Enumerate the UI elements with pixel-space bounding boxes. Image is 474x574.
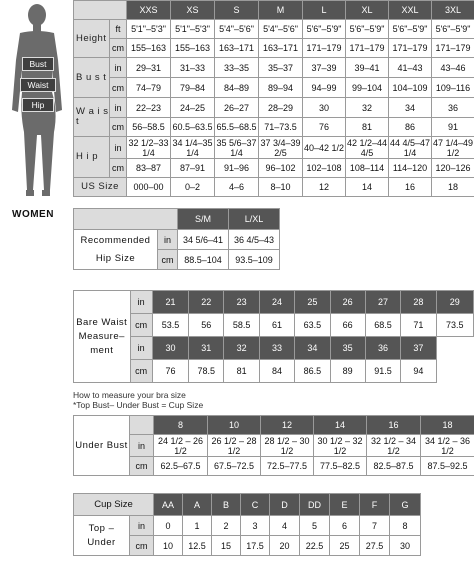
cup-header: A <box>183 494 212 516</box>
bra-measure-note <box>73 390 373 410</box>
table-cell: 16 <box>389 178 432 197</box>
table-cell: 67.5–72.5 <box>208 457 261 476</box>
table-cell: 35 <box>330 337 365 360</box>
recommended-hip-label: Recommended Hip Size <box>74 230 158 270</box>
table-cell: 25 <box>295 291 330 314</box>
unit-label: cm <box>130 536 154 556</box>
table-cell: 22–23 <box>127 98 171 118</box>
table-row <box>74 118 474 137</box>
hip-label: Hip <box>22 98 54 112</box>
table-cell: 47 1/4–49 1/2 <box>432 137 474 158</box>
table-cell: 24 1/2 – 26 1/2 <box>154 435 208 457</box>
table-cell: 28 1/2 – 30 1/2 <box>261 435 314 457</box>
table-row <box>74 98 474 118</box>
table-cell: 62.5–67.5 <box>154 457 208 476</box>
body-figure <box>0 0 74 205</box>
table-cell: 5'4"–5'6" <box>259 20 303 39</box>
table-cell: 84–89 <box>215 78 259 98</box>
size-header: 14 <box>314 416 367 435</box>
table-cell: 34 1/4–35 1/4 <box>172 137 213 158</box>
table-cell: 61 <box>259 314 294 337</box>
cup-size-header: Cup Size <box>74 494 154 516</box>
table-cell: 35–37 <box>259 58 303 78</box>
unit-label: in <box>158 230 178 250</box>
bare-waist-label: Bare Waist Measure– ment <box>74 291 131 383</box>
bra-note-title: How to measure your bra size <box>73 390 186 400</box>
unit-label: ft <box>110 20 127 39</box>
table-cell: 8 <box>390 516 421 536</box>
unit-label: in <box>130 337 152 360</box>
table-row <box>74 178 474 197</box>
table-cell: 63.5 <box>295 314 330 337</box>
table-cell: 86.5 <box>295 360 330 383</box>
unit-label: cm <box>130 457 154 476</box>
table-cell: 32 <box>346 98 389 118</box>
table-cell: 14 <box>346 178 389 197</box>
size-header: 10 <box>208 416 261 435</box>
table-cell: 68.5 <box>365 314 400 337</box>
table-cell: 155–163 <box>127 39 171 58</box>
table-cell: 87–91 <box>171 159 215 178</box>
table-row <box>74 39 474 58</box>
table-cell: 4–6 <box>215 178 259 197</box>
table-cell: 37–39 <box>303 58 346 78</box>
table-row <box>74 314 474 337</box>
unit-label: in <box>130 435 154 457</box>
size-header: L/XL <box>229 209 280 230</box>
table-row <box>74 416 474 435</box>
us-size-label: US Size <box>74 178 127 197</box>
table-cell: 21 <box>152 291 188 314</box>
size-header: 16 <box>367 416 421 435</box>
unit-label: cm <box>130 314 152 337</box>
table-cell: 5'4"–5'6" <box>215 20 259 39</box>
table-cell: 56–58.5 <box>127 118 171 137</box>
size-header: XXL <box>389 1 432 20</box>
table-cell: 33–35 <box>215 58 259 78</box>
size-header: S <box>215 1 259 20</box>
size-header: S/M <box>178 209 229 230</box>
table-row <box>74 360 474 383</box>
size-header: 8 <box>154 416 208 435</box>
table-cell: 89 <box>330 360 365 383</box>
table-cell: 36 <box>432 98 474 118</box>
cup-header: AA <box>154 494 183 516</box>
table-cell: 5'6"–5'9" <box>389 20 432 39</box>
table-cell: 93.5–109 <box>229 250 280 270</box>
table-cell: 34 5/6–41 <box>178 230 229 250</box>
table-cell: 32 <box>224 337 259 360</box>
top-under-label: Top – Under <box>74 516 130 556</box>
table-cell: 87.5–92.5 <box>421 457 474 476</box>
empty-cell <box>436 337 473 360</box>
table-cell: 15 <box>212 536 241 556</box>
table-cell: 35 5/6–37 1/4 <box>216 137 257 158</box>
table-cell: 83–87 <box>127 159 171 178</box>
table-row <box>74 78 474 98</box>
table-cell: 6 <box>330 516 360 536</box>
table-cell: 86 <box>389 118 432 137</box>
table-cell: 30 <box>390 536 421 556</box>
table-row <box>74 291 474 314</box>
table-cell: 89–94 <box>259 78 303 98</box>
cup-header: B <box>212 494 241 516</box>
size-header: M <box>259 1 303 20</box>
table-cell: 20 <box>270 536 300 556</box>
measure-label: H i p <box>74 137 110 178</box>
table-cell: 37 <box>401 337 436 360</box>
table-cell: 18 <box>432 178 474 197</box>
table-cell: 1 <box>183 516 212 536</box>
unit-label: cm <box>110 159 127 178</box>
table-cell: 94–99 <box>303 78 346 98</box>
table-cell: 41–43 <box>389 58 432 78</box>
unit-label: in <box>110 98 127 118</box>
size-header: XL <box>346 1 389 20</box>
hip-size-table <box>73 208 280 270</box>
table-cell: 31 <box>189 337 224 360</box>
bra-note-formula: *Top Bust– Under Bust = Cup Size <box>73 400 204 410</box>
under-bust-label: Under Bust <box>74 416 130 476</box>
table-cell: 22 <box>189 291 224 314</box>
table-cell: 34 <box>389 98 432 118</box>
cup-size-table <box>73 493 421 556</box>
table-cell: 81 <box>346 118 389 137</box>
table-row <box>74 58 474 78</box>
table-cell: 76 <box>303 118 346 137</box>
table-cell: 71 <box>401 314 436 337</box>
table-cell: 5 <box>300 516 330 536</box>
table-cell: 108–114 <box>346 159 389 178</box>
table-row <box>74 337 474 360</box>
size-header: 3XL <box>432 1 474 20</box>
table-cell: 10 <box>154 536 183 556</box>
unit-label: in <box>110 137 127 159</box>
table-cell: 28 <box>401 291 436 314</box>
table-cell: 12.5 <box>183 536 212 556</box>
table-corner <box>74 1 127 20</box>
table-cell: 29–31 <box>127 58 171 78</box>
table-cell: 24–25 <box>171 98 215 118</box>
table-cell: 88.5–104 <box>178 250 229 270</box>
table-cell: 2 <box>212 516 241 536</box>
table-row <box>74 494 421 516</box>
table-cell: 91.5 <box>365 360 400 383</box>
cup-header: E <box>330 494 360 516</box>
table-cell: 33 <box>259 337 294 360</box>
table-cell: 37 3/4–39 2/5 <box>260 137 301 158</box>
table-cell: 43–46 <box>432 58 474 78</box>
table-cell: 5'6"–5'9" <box>432 20 474 39</box>
table-cell: 78.5 <box>189 360 224 383</box>
size-header: 18 <box>421 416 474 435</box>
measure-label: Height <box>74 20 110 58</box>
table-cell: 34 1/2 – 36 1/2 <box>421 435 474 457</box>
table-cell: 91–96 <box>215 159 259 178</box>
table-cell: 120–126 <box>432 159 474 178</box>
table-cell: 102–108 <box>303 159 346 178</box>
table-cell: 74–79 <box>127 78 171 98</box>
table-cell: 22.5 <box>300 536 330 556</box>
cup-header: D <box>270 494 300 516</box>
cup-header: F <box>360 494 390 516</box>
unit-corner <box>130 416 154 435</box>
table-cell: 114–120 <box>389 159 432 178</box>
table-cell: 81 <box>224 360 259 383</box>
table-cell: 26 <box>330 291 365 314</box>
table-cell: 56 <box>189 314 224 337</box>
table-cell: 171–179 <box>432 39 474 58</box>
table-cell: 24 <box>259 291 294 314</box>
unit-label: in <box>110 58 127 78</box>
table-cell: 31–33 <box>171 58 215 78</box>
table-cell: 30 1/2 – 32 1/2 <box>314 435 367 457</box>
table-cell: 26 1/2 – 28 1/2 <box>208 435 261 457</box>
table-cell: 32 1/2 – 34 1/2 <box>367 435 421 457</box>
measure-label: W a i s t <box>74 98 110 137</box>
table-row <box>74 457 474 476</box>
table-cell: 36 <box>365 337 400 360</box>
size-header: XS <box>171 1 215 20</box>
measure-label: B u s t <box>74 58 110 98</box>
table-cell: 7 <box>360 516 390 536</box>
table-cell: 36 4/5–43 <box>229 230 280 250</box>
table-cell: 72.5–77.5 <box>261 457 314 476</box>
table-row <box>74 1 474 20</box>
table-cell: 17.5 <box>241 536 270 556</box>
unit-label: cm <box>110 118 127 137</box>
table-cell: 5'6"–5'9" <box>303 20 346 39</box>
table-cell: 44 4/5–47 1/4 <box>389 137 431 158</box>
table-cell: 27.5 <box>360 536 390 556</box>
table-row <box>74 435 474 457</box>
table-cell: 39–41 <box>346 58 389 78</box>
table-cell: 34 <box>295 337 330 360</box>
unit-label: cm <box>130 360 152 383</box>
table-cell: 4 <box>270 516 300 536</box>
table-cell: 30 <box>152 337 188 360</box>
table-cell: 12 <box>303 178 346 197</box>
table-cell: 71–73.5 <box>259 118 303 137</box>
unit-label: in <box>130 291 152 314</box>
table-cell: 171–179 <box>389 39 432 58</box>
table-cell: 65.5–68.5 <box>215 118 259 137</box>
table-cell: 60.5–63.5 <box>171 118 215 137</box>
unit-label: cm <box>110 39 127 58</box>
table-cell: 42 1/2–44 4/5 <box>346 137 388 158</box>
bust-label: Bust <box>22 57 54 71</box>
table-cell: 82.5–87.5 <box>367 457 421 476</box>
table-cell: 26–27 <box>215 98 259 118</box>
table-cell: 8–10 <box>259 178 303 197</box>
table-cell: 40–42 1/2 <box>303 137 346 159</box>
table-row <box>74 516 421 536</box>
table-cell: 77.5–82.5 <box>314 457 367 476</box>
table-cell: 000–00 <box>127 178 171 197</box>
table-cell: 5'1"–5'3" <box>171 20 215 39</box>
table-cell: 32 1/2–33 1/4 <box>128 137 169 158</box>
cup-header: DD <box>300 494 330 516</box>
table-cell: 163–171 <box>215 39 259 58</box>
table-row <box>74 159 474 178</box>
table-cell: 27 <box>365 291 400 314</box>
under-bust-table <box>73 415 474 476</box>
size-header: L <box>303 1 346 20</box>
table-cell: 25 <box>330 536 360 556</box>
table-cell: 73.5 <box>436 314 473 337</box>
table-cell: 76 <box>152 360 188 383</box>
table-cell: 84 <box>259 360 294 383</box>
table-cell: 0 <box>154 516 183 536</box>
table-row <box>74 20 474 39</box>
unit-label: cm <box>158 250 178 270</box>
cup-header: C <box>241 494 270 516</box>
table-cell: 91 <box>432 118 474 137</box>
table-cell: 58.5 <box>224 314 259 337</box>
table-cell: 29 <box>436 291 473 314</box>
table-cell: 96–102 <box>259 159 303 178</box>
size-header: 12 <box>261 416 314 435</box>
cup-header: G <box>390 494 421 516</box>
table-cell: 66 <box>330 314 365 337</box>
table-cell: 28–29 <box>259 98 303 118</box>
table-cell: 0–2 <box>171 178 215 197</box>
table-row <box>74 137 474 159</box>
unit-label: in <box>130 516 154 536</box>
table-cell: 23 <box>224 291 259 314</box>
empty-cell <box>436 360 473 383</box>
table-cell: 163–171 <box>259 39 303 58</box>
table-cell: 94 <box>401 360 436 383</box>
bare-waist-table <box>73 290 474 383</box>
table-cell: 104–109 <box>389 78 432 98</box>
table-cell: 79–84 <box>171 78 215 98</box>
size-chart-table <box>73 0 474 197</box>
table-cell: 109–116 <box>432 78 474 98</box>
table-cell: 5'6"–5'9" <box>346 20 389 39</box>
table-cell: 99–104 <box>346 78 389 98</box>
table-cell: 171–179 <box>346 39 389 58</box>
table-cell: 5'1"–5'3" <box>127 20 171 39</box>
table-cell: 53.5 <box>152 314 188 337</box>
women-caption: WOMEN <box>12 209 54 220</box>
size-header: XXS <box>127 1 171 20</box>
unit-label: cm <box>110 78 127 98</box>
table-cell: 3 <box>241 516 270 536</box>
hip-table-corner <box>74 209 178 230</box>
table-cell: 171–179 <box>303 39 346 58</box>
table-cell: 30 <box>303 98 346 118</box>
waist-label: Waist <box>20 78 56 92</box>
table-cell: 155–163 <box>171 39 215 58</box>
